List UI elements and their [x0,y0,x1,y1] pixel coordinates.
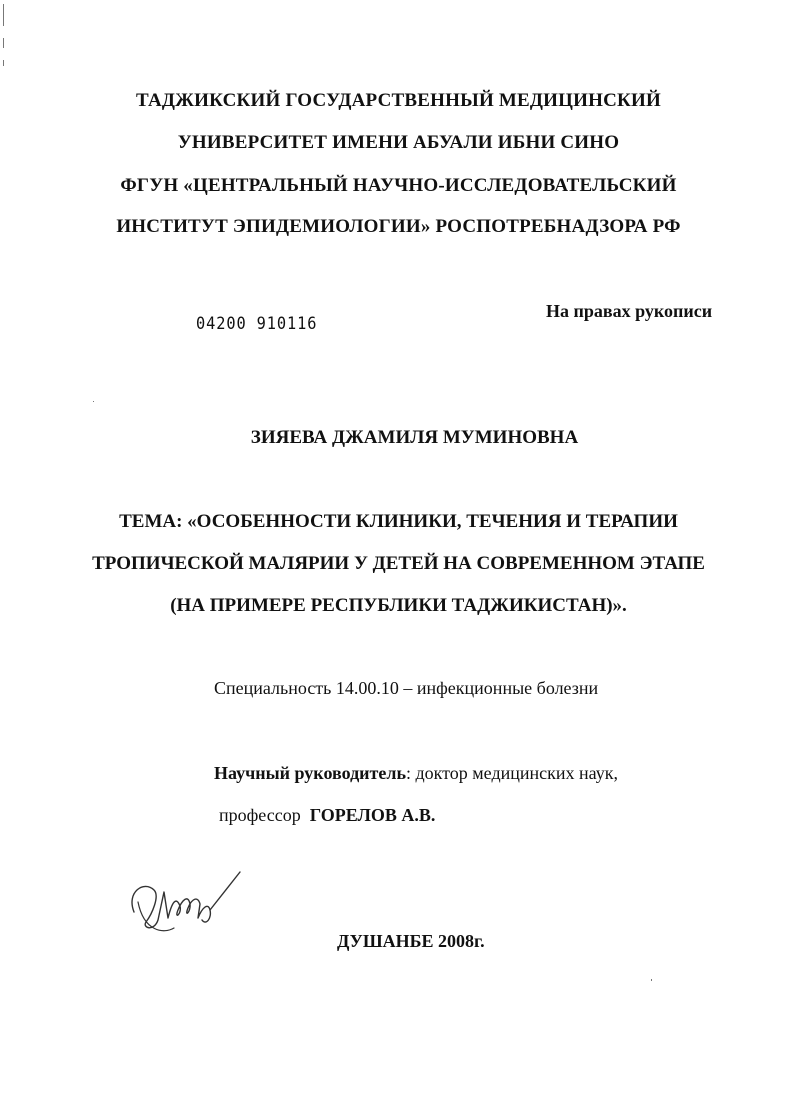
scan-speck [651,979,652,981]
author-name: ЗИЯЕВА ДЖАМИЛЯ МУМИНОВНА [250,427,579,448]
scan-edge-mark [3,60,4,66]
topic-line-2: ТРОПИЧЕСКОЙ МАЛЯРИИ У ДЕТЕЙ НА СОВРЕМЕННОМ ЭТАПЕ [92,553,705,574]
registration-number: 04200 910116 [196,314,318,334]
topic-line-1: ТЕМА: «ОСОБЕННОСТИ КЛИНИКИ, ТЕЧЕНИЯ И ТЕРАПИИ [119,511,678,532]
specialty: Специальность 14.00.10 – инфекционные болезни [214,678,599,698]
supervisor-title-line [219,805,435,826]
supervisor-title: профессор [219,805,301,825]
scan-edge-mark [3,4,4,26]
supervisor-name: ГОРЕЛОВ А.В. [309,805,436,825]
institution-line-2: УНИВЕРСИТЕТ ИМЕНИ АБУАЛИ ИБНИ СИНО [177,132,620,153]
supervisor-degree: : доктор медицинских наук, [406,763,618,783]
supervisor-label: Научный руководитель [214,763,406,783]
topic-line-3: (НА ПРИМЕРЕ РЕСПУБЛИКИ ТАДЖИКИСТАН)». [170,595,627,616]
institution-line-3: ФГУН «ЦЕНТРАЛЬНЫЙ НАУЧНО-ИССЛЕДОВАТЕЛЬСКИЙ [120,175,677,196]
supervisor-line [214,763,618,784]
signature [124,862,244,942]
place-year: ДУШАНБЕ 2008г. [337,931,485,951]
scan-speck [93,401,94,402]
institution-line-4: ИНСТИТУТ ЭПИДЕМИОЛОГИИ» РОСПОТРЕБНАДЗОРА РФ [116,216,681,237]
manuscript-note: На правах рукописи [546,301,713,321]
scan-edge-mark [3,38,4,48]
institution-line-1: ТАДЖИКСКИЙ ГОСУДАРСТВЕННЫЙ МЕДИЦИНСКИЙ [136,90,661,111]
